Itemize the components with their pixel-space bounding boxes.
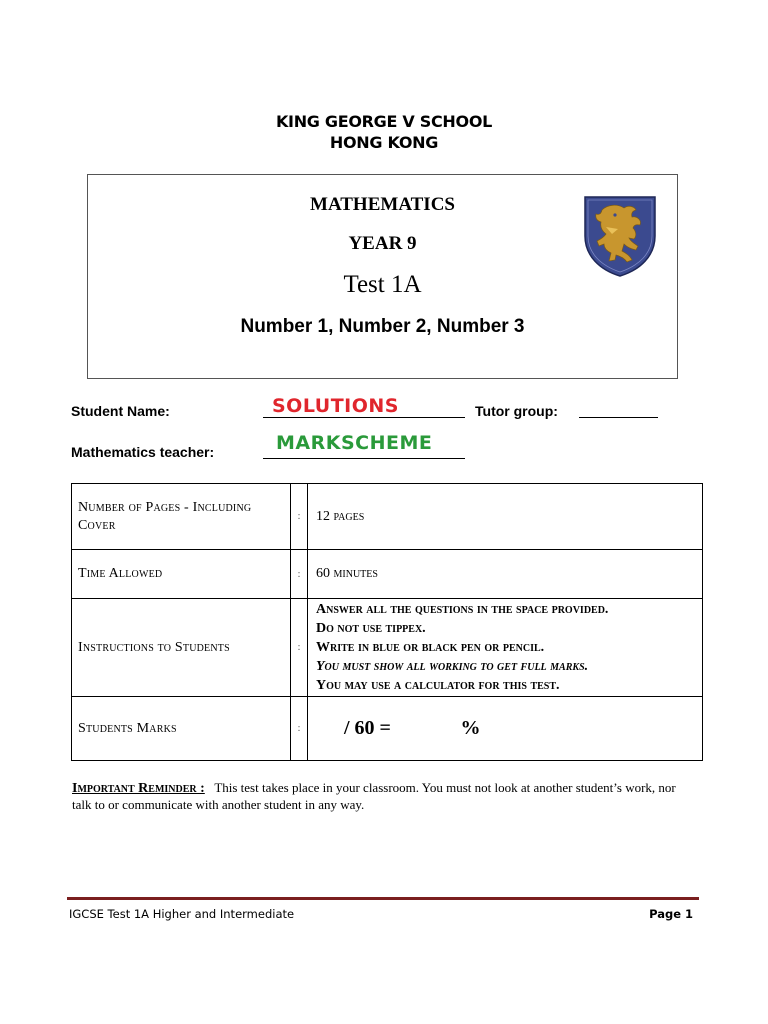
footer-title: IGCSE Test 1A Higher and Intermediate [69,907,295,921]
instruction-item: You must show all working to get full marks. [316,659,589,674]
info-table [71,483,703,761]
pages-label: Number of Pages - Including Cover [72,484,291,550]
instruction-item: Do not use tippex. [316,621,426,636]
instruction-item: Answer all the questions in the space provided. [316,602,609,617]
student-name-label: Student Name: [71,403,170,419]
table-row [72,697,703,761]
teacher-label: Mathematics teacher: [71,444,215,460]
teacher-line[interactable] [263,458,465,459]
year-title: YEAR 9 [348,233,417,254]
test-title: Test 1A [343,271,422,298]
separator: : [291,599,308,697]
school-header [0,111,768,153]
subject-title: MATHEMATICS [310,194,455,215]
student-name-line[interactable] [263,417,465,418]
reminder-text: This test takes place in your classroom. You must not look at another student’s work, nor talk to or communicate with another student in any way. [72,780,676,812]
time-value: 60 minutes [308,550,703,599]
school-crest-icon [582,194,658,278]
teacher-value: MARKSCHEME [276,432,433,454]
topics-title: Number 1, Number 2, Number 3 [240,316,525,337]
tutor-group-line[interactable] [579,417,658,418]
pages-value: 12 pages [308,484,703,550]
instructions-label: Instructions to Students [72,599,291,697]
tutor-group-label: Tutor group: [475,403,558,419]
separator: : [291,697,308,761]
page-number: Page 1 [649,907,693,921]
instructions-list [308,599,703,697]
marks-cell[interactable] [308,697,703,761]
footer-divider [67,897,699,900]
separator: : [291,550,308,599]
school-location: HONG KONG [329,133,439,152]
important-reminder [72,780,692,813]
marks-total: / 60 = [344,717,391,739]
separator: : [291,484,308,550]
marks-label: Students Marks [72,697,291,761]
marks-percent: % [460,717,481,739]
table-row [72,599,703,697]
table-row [72,550,703,599]
student-name-value: SOLUTIONS [272,395,399,417]
instruction-item: You may use a calculator for this test. [316,678,560,693]
reminder-label: Important Reminder : [72,781,205,796]
instruction-item: Write in blue or black pen or pencil. [316,640,545,655]
school-name: KING GEORGE V SCHOOL [275,112,493,131]
table-row [72,484,703,550]
time-label: Time Allowed [72,550,291,599]
